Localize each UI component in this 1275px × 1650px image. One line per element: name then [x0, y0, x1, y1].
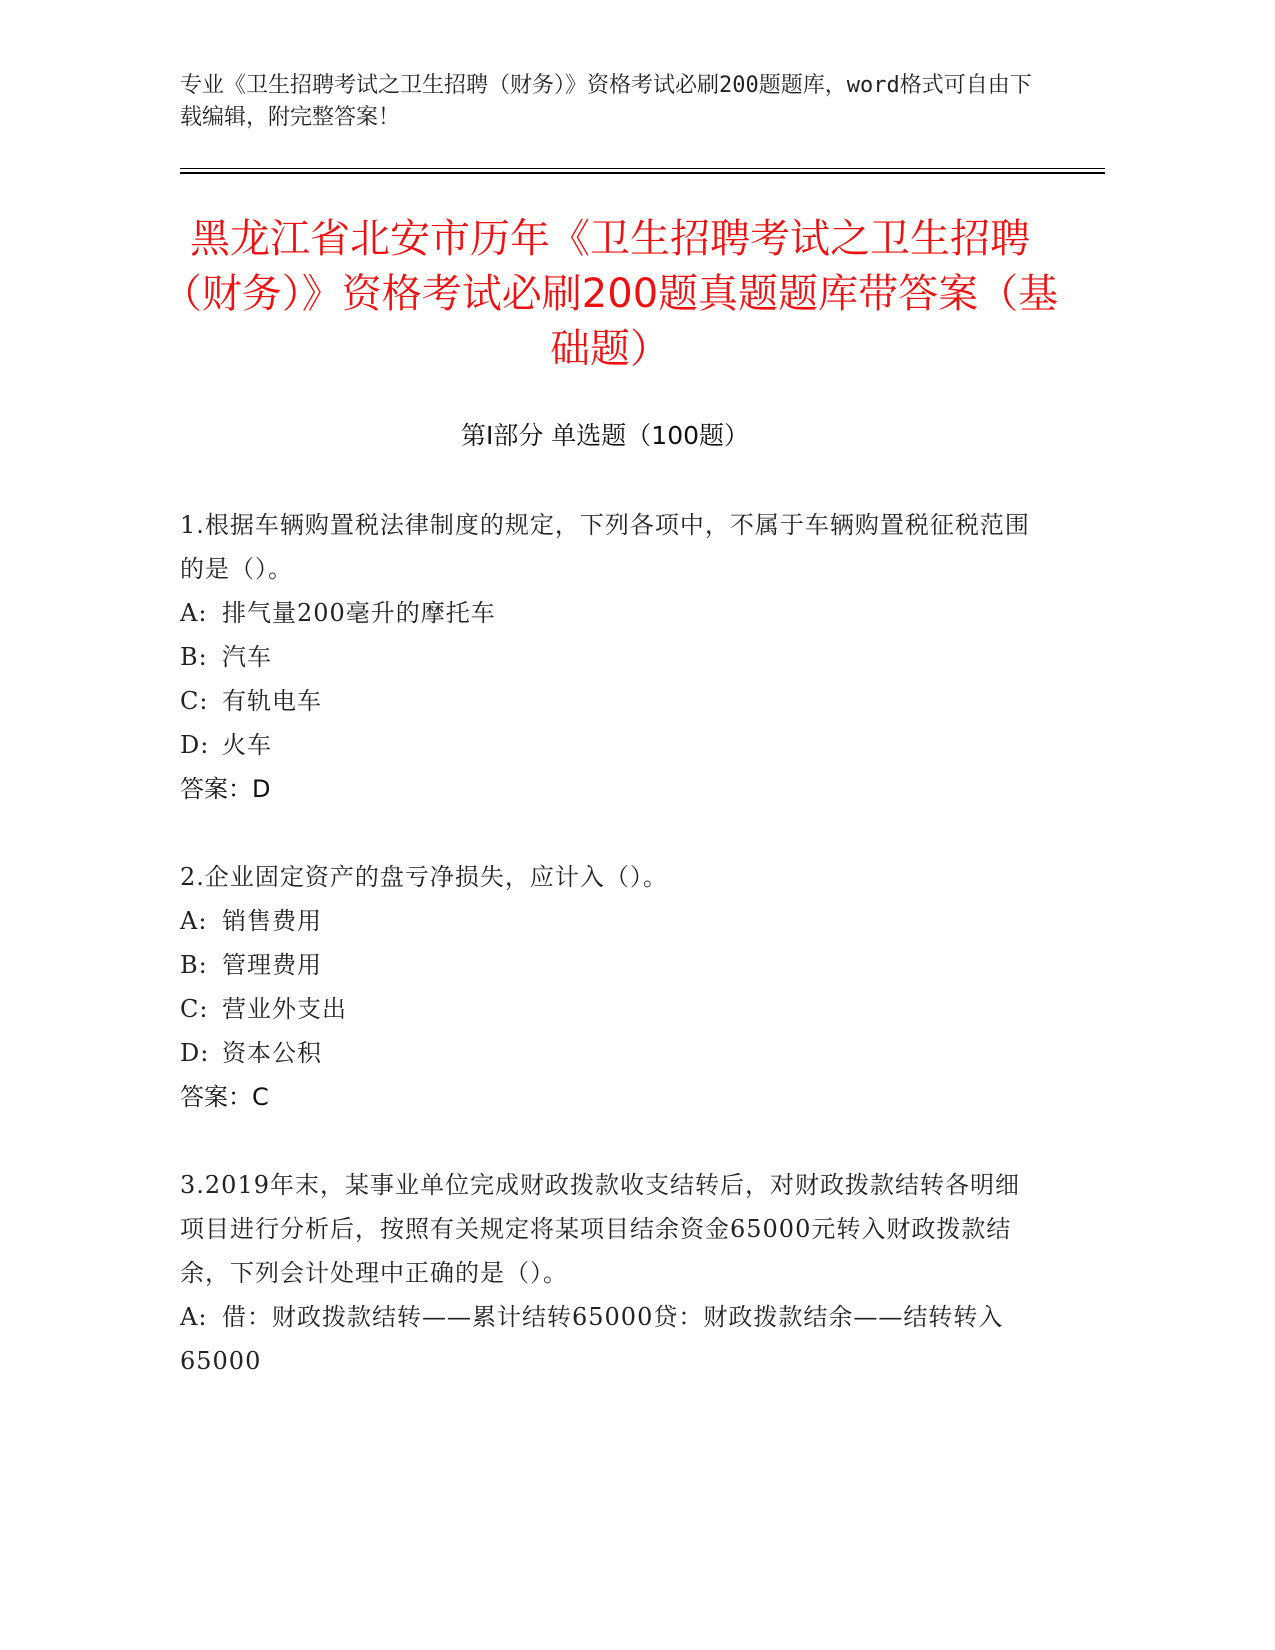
- option-text: 汽车: [222, 643, 272, 671]
- option-key: B:: [180, 951, 208, 979]
- option-key: D:: [180, 731, 210, 759]
- header-divider-thin: [180, 168, 1105, 169]
- option-key: D:: [180, 1039, 210, 1067]
- option-text: 有轨电车: [222, 687, 322, 715]
- option-text: 营业外支出: [222, 995, 347, 1023]
- option-text: 资本公积: [222, 1039, 322, 1067]
- option-a: [180, 899, 1040, 943]
- header-note: 专业《卫生招聘考试之卫生招聘（财务）》资格考试必刷200题题库，word格式可自由下载编辑，附完整答案！: [180, 73, 1032, 130]
- question-stem: 2.企业固定资产的盘亏净损失，应计入（）。: [180, 863, 668, 891]
- option-key: C:: [180, 687, 209, 715]
- option-key: B:: [180, 643, 208, 671]
- option-a: [180, 591, 1040, 635]
- option-c: [180, 679, 1040, 723]
- option-a: [180, 1295, 1040, 1383]
- question-stem: 3.2019年末，某事业单位完成财政拨款收支结转后，对财政拨款结转各明细项目进行分析后，按照有关规定将某项目结余资金65000元转入财政拨款结余，下列会计处理中正确的是（）。: [180, 1171, 1020, 1287]
- option-d: [180, 723, 1040, 767]
- option-b: [180, 635, 1040, 679]
- answer-line: 答案：D: [180, 775, 271, 803]
- question-stem: 1.根据车辆购置税法律制度的规定，下列各项中，不属于车辆购置税征税范围的是（）。: [180, 511, 1030, 583]
- question-1: [180, 503, 1040, 811]
- option-text: 管理费用: [222, 951, 322, 979]
- question-3: [180, 1163, 1040, 1383]
- document-title: 黑龙江省北安市历年《卫生招聘考试之卫生招聘（财务）》资格考试必刷200题真题题库带答案（基础题）: [161, 216, 1059, 372]
- option-d: [180, 1031, 1040, 1075]
- option-text: 借：财政拨款结转——累计结转65000贷：财政拨款结余——结转转入65000: [180, 1303, 1004, 1375]
- option-text: 销售费用: [222, 907, 322, 935]
- option-b: [180, 943, 1040, 987]
- option-text: 火车: [222, 731, 272, 759]
- option-key: A:: [180, 599, 208, 627]
- question-list: [180, 503, 1040, 1427]
- option-c: [180, 987, 1040, 1031]
- question-2: [180, 855, 1040, 1119]
- option-text: 排气量200毫升的摩托车: [222, 599, 496, 627]
- option-key: A:: [180, 1303, 208, 1331]
- option-key: A:: [180, 907, 208, 935]
- section-heading: 第Ⅰ部分 单选题（100题）: [460, 421, 750, 450]
- option-key: C:: [180, 995, 209, 1023]
- answer-line: 答案：C: [180, 1083, 269, 1111]
- header-divider-thick: [180, 172, 1105, 174]
